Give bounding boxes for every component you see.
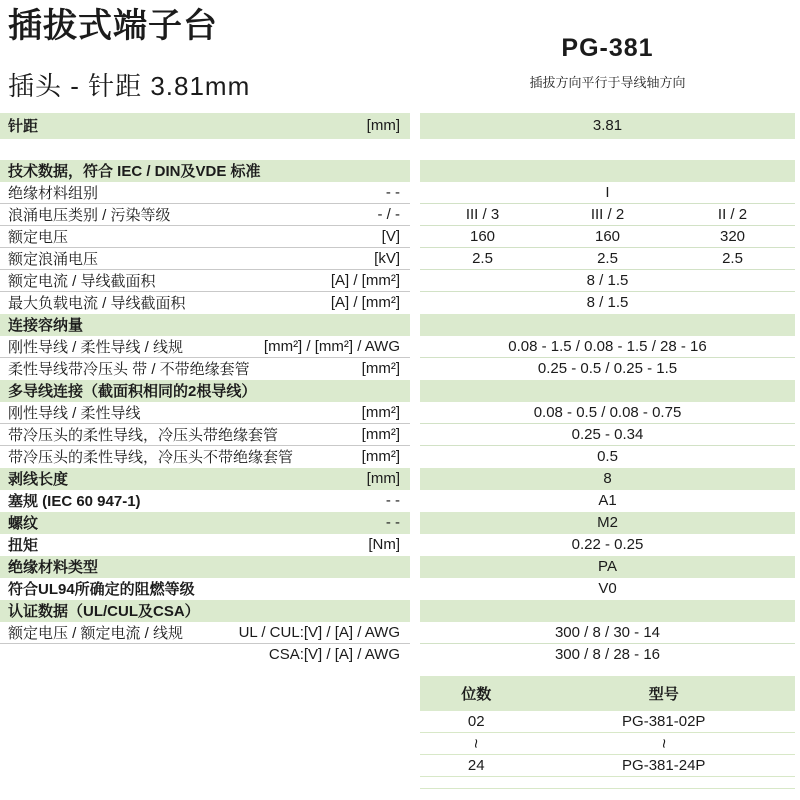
spec-value: 160 <box>594 228 621 245</box>
spec-value: 320 <box>719 228 746 245</box>
spec-unit: CSA:[V] / [A] / AWG <box>268 646 400 663</box>
section-title: 连接容纳量 <box>8 317 84 334</box>
order-table <box>420 676 795 789</box>
spec-row-left <box>0 600 410 622</box>
order-cell-text: PG-381-02P <box>622 713 706 730</box>
spec-row-values <box>420 512 795 534</box>
spec-row-left <box>0 622 410 644</box>
spec-label: 柔性导线带冷压头 带 / 不带绝缘套管 <box>8 361 250 378</box>
spec-label: 额定电压 <box>8 229 69 246</box>
spec-row-values <box>420 113 795 139</box>
model-note: 插拔方向平行于导线轴方向 <box>529 75 686 90</box>
spec-row-values <box>420 578 795 600</box>
spec-row-values <box>420 644 795 666</box>
spec-label: 额定电流 / 导线截面积 <box>8 273 156 290</box>
spec-value: 0.08 - 0.5 / 0.08 - 0.75 <box>533 404 682 421</box>
section-header-row <box>0 600 800 622</box>
spec-label: 额定浪涌电压 <box>8 251 99 268</box>
order-row <box>420 733 795 755</box>
page-title: 插拔式端子台 <box>8 7 218 45</box>
spec-row <box>0 292 800 314</box>
spec-row-values <box>420 446 795 468</box>
spec-label: 螺纹 <box>8 515 39 532</box>
spec-unit: UL / CUL:[V] / [A] / AWG <box>238 624 400 641</box>
spec-row-values <box>420 204 795 226</box>
spec-row-values <box>420 358 795 380</box>
spec-row-values <box>420 160 795 182</box>
spec-label: 刚性导线 / 柔性导线 / 线规 <box>8 339 184 356</box>
spec-row-left <box>0 644 410 666</box>
section-header-row <box>0 314 800 336</box>
spec-value: 3.81 <box>592 117 623 134</box>
range-tilde: ~ <box>466 738 486 749</box>
spec-unit: [V] <box>381 228 400 245</box>
order-cell <box>533 711 796 732</box>
spec-unit: [mm²] / [mm²] / AWG <box>263 338 400 355</box>
spec-value: III / 3 <box>465 206 500 223</box>
order-cell <box>533 733 796 754</box>
spec-row-left <box>0 380 410 402</box>
spec-row-values <box>420 182 795 204</box>
spec-row-values <box>420 556 795 578</box>
order-cell-text: 24 <box>467 757 485 774</box>
order-cell <box>420 711 533 732</box>
spec-row <box>0 182 800 204</box>
order-header-cell: 型号 <box>648 686 679 703</box>
spec-value: 0.22 - 0.25 <box>571 536 644 553</box>
spec-row <box>0 248 800 270</box>
spec-unit: [kV] <box>374 250 400 267</box>
spec-unit: [mm] <box>366 470 400 487</box>
order-cell-text: PG-381-24P <box>622 757 706 774</box>
spec-row-values <box>420 336 795 358</box>
spec-value: 8 / 1.5 <box>586 272 629 289</box>
spec-label: 针距 <box>8 118 39 135</box>
section-title: 认证数据（UL/CUL及CSA） <box>8 603 200 620</box>
spec-area <box>0 113 800 789</box>
spec-row <box>0 424 800 446</box>
spec-row-left <box>0 446 410 468</box>
order-row <box>420 755 795 777</box>
spec-row <box>0 534 800 556</box>
spec-row-values <box>420 226 795 248</box>
spec-row-left <box>0 270 410 292</box>
spec-unit: [mm²] <box>361 426 400 443</box>
spec-row-left <box>0 336 410 358</box>
spec-label: 扭矩 <box>8 537 39 554</box>
spec-row-values <box>420 622 795 644</box>
spec-unit: [mm] <box>366 117 400 134</box>
spec-unit: - - <box>385 514 400 531</box>
spec-row-left <box>0 424 410 446</box>
spec-row <box>0 556 800 578</box>
section-title: 多导线连接（截面积相同的2根导线） <box>8 383 257 400</box>
model-number: PG-381 <box>561 34 654 62</box>
spec-value: 8 <box>603 470 612 487</box>
spec-label: 浪涌电压类别 / 污染等级 <box>8 207 171 224</box>
spec-table <box>0 113 800 666</box>
page-header <box>0 0 800 107</box>
page-subtitle: 插头 - 针距 3.81mm <box>8 71 251 102</box>
order-table-header <box>420 676 795 711</box>
spec-row-values <box>420 248 795 270</box>
spec-row-left <box>0 490 410 512</box>
order-cell <box>420 733 533 754</box>
order-cell <box>533 755 796 776</box>
spec-value: 2.5 <box>472 250 493 267</box>
spec-row <box>0 204 800 226</box>
spec-unit: [A] / [mm²] <box>330 272 400 289</box>
spec-row <box>0 622 800 644</box>
spec-value: I <box>605 184 610 201</box>
spec-value: 0.5 <box>597 448 618 465</box>
spec-label: 带冷压头的柔性导线，冷压头带绝缘套管 <box>8 427 279 444</box>
spec-label: 额定电压 / 额定电流 / 线规 <box>8 625 184 642</box>
spec-spacer <box>0 139 800 160</box>
spec-unit: - / - <box>377 206 400 223</box>
order-row <box>420 711 795 733</box>
order-cell <box>420 755 533 776</box>
spec-row-left <box>0 402 410 424</box>
spec-value: II / 2 <box>717 206 748 223</box>
spec-row-values <box>420 402 795 424</box>
model-block <box>420 34 795 91</box>
spec-row-left <box>0 512 410 534</box>
spec-value: 2.5 <box>722 250 743 267</box>
section-header-row <box>0 160 800 182</box>
order-cell-text: 02 <box>467 713 485 730</box>
order-cell <box>533 777 796 788</box>
spec-value: 0.08 - 1.5 / 0.08 - 1.5 / 28 - 16 <box>508 338 707 355</box>
spec-label: 最大负载电流 / 导线截面积 <box>8 295 186 312</box>
spec-label: 塞规 (IEC 60 947-1) <box>8 493 141 510</box>
spec-value: III / 2 <box>590 206 625 223</box>
spec-row-values <box>420 424 795 446</box>
spec-row-values <box>420 380 795 402</box>
spec-row-left <box>0 292 410 314</box>
spec-label: 符合UL94所确定的阻燃等级 <box>8 581 195 598</box>
spec-value: 300 / 8 / 30 - 14 <box>554 624 661 641</box>
spec-value: 160 <box>469 228 496 245</box>
order-cell <box>420 777 533 788</box>
spec-row <box>0 402 800 424</box>
spec-row-left <box>0 226 410 248</box>
range-tilde: ~ <box>654 738 674 749</box>
spec-label: 剥线长度 <box>8 471 69 488</box>
spec-row <box>0 446 800 468</box>
spec-row <box>0 226 800 248</box>
order-row <box>420 777 795 789</box>
spec-unit: [Nm] <box>368 536 400 553</box>
spec-unit: [A] / [mm²] <box>330 294 400 311</box>
spec-row-values <box>420 534 795 556</box>
spec-row <box>0 512 800 534</box>
spec-row-left <box>0 358 410 380</box>
spec-unit: - - <box>385 184 400 201</box>
spec-row-left <box>0 314 410 336</box>
spec-label: 绝缘材料组别 <box>8 185 99 202</box>
spec-value: A1 <box>598 492 617 509</box>
section-title: 技术数据，符合 IEC / DIN及VDE 标准 <box>8 163 261 180</box>
spec-unit: [mm²] <box>361 448 400 465</box>
spec-row-left <box>0 534 410 556</box>
spec-value: 0.25 - 0.34 <box>571 426 644 443</box>
spec-value: 0.25 - 0.5 / 0.25 - 1.5 <box>537 360 678 377</box>
spec-row-left <box>0 556 410 578</box>
spec-row <box>0 644 800 666</box>
spec-value: V0 <box>598 580 617 597</box>
section-header-row <box>0 380 800 402</box>
spec-value: PA <box>598 558 617 575</box>
spec-value: 2.5 <box>597 250 618 267</box>
spec-row <box>0 578 800 600</box>
spec-row-values <box>420 270 795 292</box>
spec-unit: [mm²] <box>361 404 400 421</box>
spec-row <box>0 490 800 512</box>
spec-value: 8 / 1.5 <box>586 294 629 311</box>
spec-row-values <box>420 468 795 490</box>
spec-row <box>0 358 800 380</box>
order-header-cell: 位数 <box>461 686 492 703</box>
spec-row-values <box>420 314 795 336</box>
spec-row-left <box>0 204 410 226</box>
spec-row <box>0 468 800 490</box>
spec-row-left <box>0 160 410 182</box>
spec-row-left <box>0 248 410 270</box>
spec-row-values <box>420 292 795 314</box>
spec-row-left <box>0 113 410 139</box>
spec-unit: [mm²] <box>361 360 400 377</box>
spec-row <box>0 113 800 139</box>
spec-row-left <box>0 468 410 490</box>
spec-row-left <box>0 578 410 600</box>
spec-label: 带冷压头的柔性导线，冷压头不带绝缘套管 <box>8 449 294 466</box>
spec-value: 300 / 8 / 28 - 16 <box>554 646 661 663</box>
spec-label: 绝缘材料类型 <box>8 559 99 576</box>
spec-label: 刚性导线 / 柔性导线 <box>8 405 141 422</box>
spec-value: M2 <box>597 514 618 531</box>
spec-row <box>0 336 800 358</box>
spec-row-values <box>420 600 795 622</box>
spec-row-values <box>420 490 795 512</box>
spec-row <box>0 270 800 292</box>
spec-row-left <box>0 182 410 204</box>
spec-unit: - - <box>385 492 400 509</box>
